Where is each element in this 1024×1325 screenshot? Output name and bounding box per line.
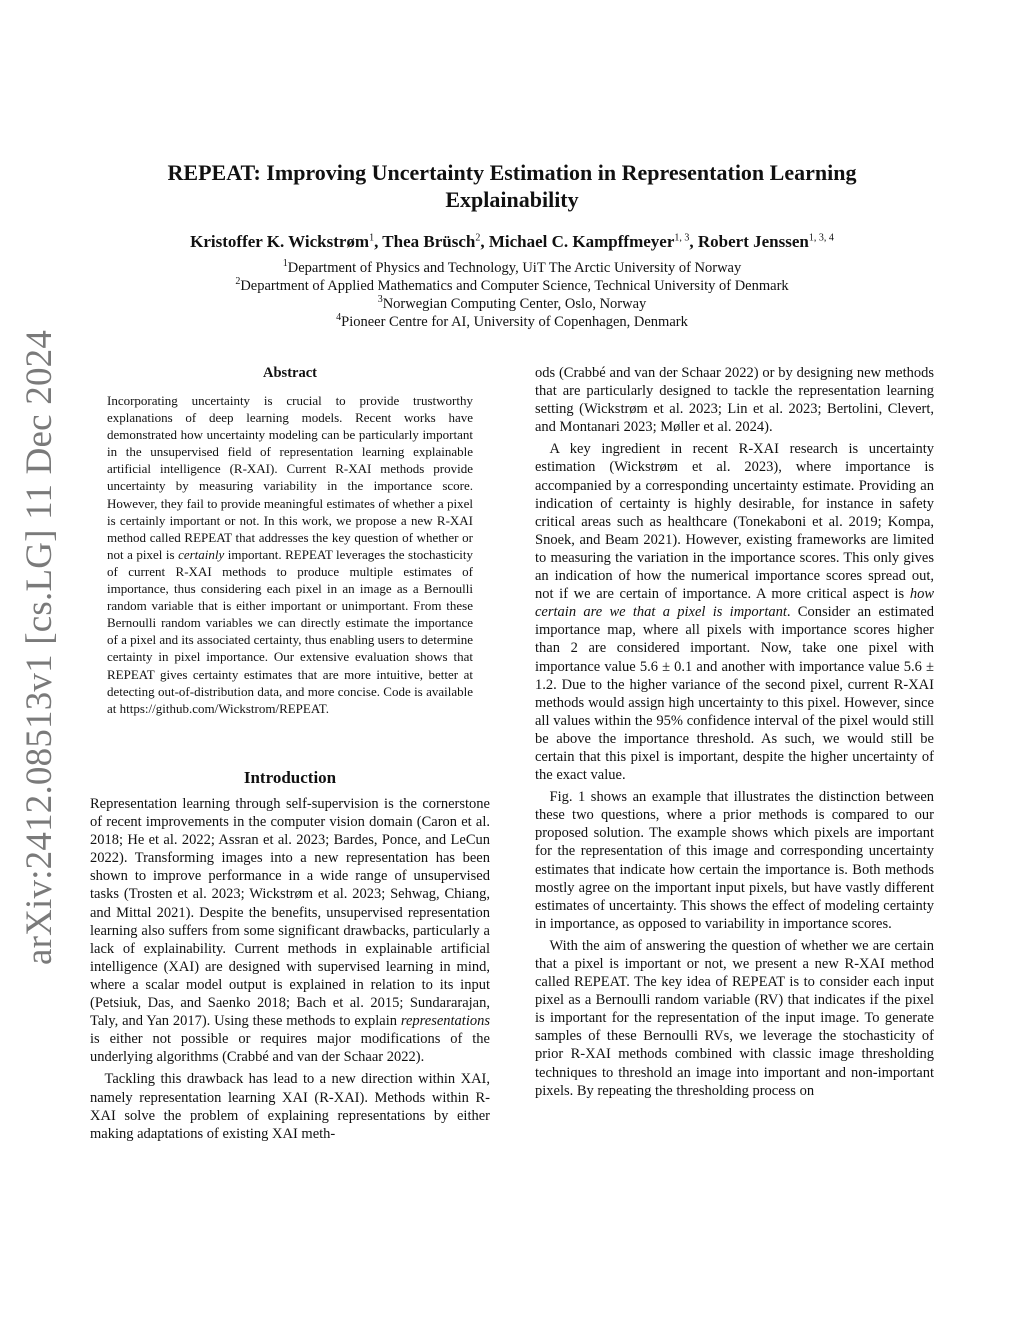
affiliation: $^4$Pioneer Centre for AI, University of Copenhagen, Denmark xyxy=(336,312,688,330)
author-affil-sup: 2 xyxy=(475,232,481,244)
introduction-heading: Introduction xyxy=(243,768,337,787)
body-paragraph: With the aim of answering the question of whether we are certain that a pixel is important or not, we present a new R-XAI method called REPEAT. The key idea of REPEAT is to consider each input pixel as a Bernoulli random variable (RV) that indicates if the pixel is important for the representation of the input image. To generate samples of these Bernoulli RVs, we leverage the stochasticity of prior R-XAI methods combined with classic image thresholding techniques to threshold an image into important and non-important pixels. By repeating the thresholding process on xyxy=(535,937,934,1099)
affiliation: $^2$Department of Applied Mathematics and Computer Science, Technical University of Denmark xyxy=(235,276,789,294)
author-name: Robert Jenssen xyxy=(697,232,809,251)
author-list: Kristoffer K. Wickstrøm$^1$, Thea Brüsch$^2$, Michael C. Kampffmeyer$^{1, 3}$, Robert Jenssen$^{1, 3, 4}$ xyxy=(190,232,834,251)
affiliation: $^1$Department of Physics and Technology, UiT The Arctic University of Norway xyxy=(282,258,742,276)
body-paragraph: Representation learning through self-supervision is the cornerstone of recent improvements in the computer vision domain (Caron et al. 2018; He et al. 2022; Assran et al. 2023; Bardes, Ponce, and LeCun 2022). Transforming images into a new representation has been shown to improve performance in a wide range of unsupervised tasks (Trosten et al. 2023; Wickstrøm et al. 2023; Sehwag, Chiang, and Mittal 2021). Despite the benefits, unsupervised representation learning also suffers from some significant drawbacks, particularly a lack of explainability. Current methods in explainable artificial intelligence (XAI) are designed with supervised learning in mind, where a scalar model output is explained in relation to its input (Petsiuk, Das, and Saenko 2018; Bach et al. 2015; Sundararajan, Taly, and Yan 2017). Using these methods to explain representations is either not possible or requires major modifications of the underlying algorithms (Crabbé and van der Schaar 2022). xyxy=(90,796,490,1066)
author-affil-sup: 1 xyxy=(369,232,375,244)
arxiv-identifier: arXiv:2412.08513v1 [cs.LG] 11 Dec 2024 xyxy=(19,329,61,965)
arxiv-sidebar xyxy=(10,329,70,965)
author-affil-sup: 1, 3, 4 xyxy=(808,232,834,244)
body-paragraph: Fig. 1 shows an example that illustrates the distinction between these two questions, where a prior methods is compared to our proposed solution. The example shows which pixels are important for the representation of this image and corresponding uncertainty estimates that indicate how certain the importance is. Both methods mostly agree on the important input pixels, but have vastly different estimates of uncertainty. This shows the effect of modeling certainty in importance, as opposed to variability in importance scores. xyxy=(535,789,934,932)
introduction-section xyxy=(90,767,490,1143)
paper-title: REPEAT: Improving Uncertainty Estimation in Representation Learning Explainability xyxy=(167,160,857,212)
author-name: Kristoffer K. Wickstrøm xyxy=(190,232,370,251)
body-paragraph: ods (Crabbé and van der Schaar 2022) or by designing new methods that are particularly designed to tackle the representation learning setting (Wickstrøm et al. 2023; Lin et al. 2023; Bertolini, Clevert, and Montanari 2023; Møller et al. 2024). xyxy=(535,365,934,436)
affiliation-list xyxy=(120,259,904,331)
right-column xyxy=(535,364,934,1100)
abstract-paragraph: Incorporating uncertainty is crucial to provide trustworthy explanations of deep learning models. Recent works have demonstrated how uncertainty modeling can be particularly important in the unsupervised field of representation learning explainable artificial intelligence (R-XAI). Current R-XAI methods provide uncertainty by measuring variability in the importance score. However, they fail to provide meaningful estimates of whether a pixel is certainly important or not. In this work, we propose a new R-XAI method called REPEAT that addresses the key question of whether or not a pixel is certainly important. REPEAT leverages the stochasticity of current R-XAI methods to produce multiple estimates of importance, thus considering each pixel in an image as a Bernoulli random variable that is either important or unimportant. From these Bernoulli random variables we can directly estimate the importance of a pixel and its associated certainty, thus enabling users to determine certainty in pixel importance. Our extensive evaluation shows that REPEAT gives certainty estimates that are more intuitive, better at detecting out-of-distribution data, and more concise. Code is available at https://github.com/Wickstrom/REPEAT. xyxy=(107,393,474,716)
author-name: Thea Brüsch xyxy=(382,232,476,251)
abstract-section xyxy=(107,364,473,717)
body-paragraph: Tackling this drawback has lead to a new direction within XAI, namely representation learning XAI (R-XAI). Methods within R-XAI solve the problem of explaining representations by either making adaptations of existing XAI meth- xyxy=(90,1071,490,1142)
body-paragraph: A key ingredient in recent R-XAI research is uncertainty estimation (Wickstrøm et al. 2023), where importance is accompanied by a corresponding uncertainty estimate. Providing an indication of certainty is highly desirable, for instance in safety critical areas such as healthcare (Tonekaboni et al. 2019; Kompa, Snoek, and Beam 2021). However, existing frameworks are limited to measuring the variation in the importance scores. This only gives an indication of how the numerical importance scores spread out, not if we are certain of importance. A more critical aspect is how certain are we that a pixel is important. Consider an estimated importance map, where all pixels with importance scores higher than 2 are considered important. Now, take one pixel with importance value 5.6 ± 0.1 and another with importance value 5.6 ± 1.2. Due to the higher variance of the second pixel, current R-XAI methods would assign high uncertainty to this pixel. However, since all values within the 95% confidence interval of the pixel would still be above the importance threshold. As such, we would still be certain that this pixel is important, despite the higher uncertainty of the exact value. xyxy=(535,441,935,784)
author-name: Michael C. Kampffmeyer xyxy=(488,232,675,251)
affiliation: $^3$Norwegian Computing Center, Oslo, Norway xyxy=(377,294,647,312)
abstract-heading: Abstract xyxy=(263,365,317,381)
author-affil-sup: 1, 3 xyxy=(674,232,690,244)
